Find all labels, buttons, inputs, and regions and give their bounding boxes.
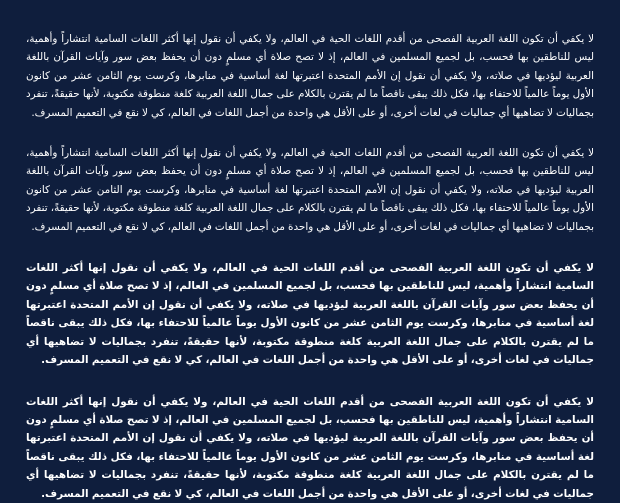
paragraph-4: لا يكفي أن تكون اللغة العربية الفصحى من أقدم اللغات الحية في العالم، ولا يكفي أن نقول إنها أكثر اللغات السامية انتشاراً وأهمية، ليس للناطقين بها فحسب، بل لجميع المسلمين في العالم، إذ لا تصح صلاة أي مسلمٍ دون أن يحفظ بعض سور وآيات القرآن باللغة العربية ليؤديها في صلاته، ولا يكفي أن نقول إن الأمم المتحدة اعتبرتها لغة أساسية في منابرها، وكرست يوم الثامن عشر من كانون الأول يوماً عالمياً للاحتفاء بها، فكل ذلك يبقى ناقصاً ما لم يقترن بالكلام على جمال اللغة العربية كلغة منطوقة مكتوبة، لأنها حقيقةً، تنفرد بجماليات لا تضاهيها أي جماليات في لغات أخرى، أو على الأقل هي واحدة من أجمل اللغات في العالم، كي لا نقع في التعميم المسرف.	[26, 395, 594, 500]
paragraph-2: لا يكفي أن تكون اللغة العربية الفصحى من أقدم اللغات الحية في العالم، ولا يكفي أن نقول إنها أكثر اللغات السامية انتشاراً وأهمية، ليس للناطقين بها فحسب، بل لجميع المسلمين في العالم، إذ لا تصح صلاة أي مسلمٍ دون أن يحفظ بعض سور وآيات القرآن باللغة العربية ليؤديها في صلاته، ولا يكفي أن نقول إن الأمم المتحدة اعتبرتها لغة أساسية في منابرها، وكرست يوم الثامن عشر من كانون الأول يوماً عالمياً للاحتفاء بها، فكل ذلك يبقى ناقصاً ما لم يقترن بالكلام على جمال اللغة العربية كلغة منطوقة مكتوبة، لأنها حقيقةً، تنفرد بجماليات لا تضاهيها أي جماليات في لغات أخرى، أو على الأقل هي واحدة من أجمل اللغات في العالم، كي لا نقع في التعميم المسرف.	[26, 147, 594, 233]
paragraph-3: لا يكفي أن تكون اللغة العربية الفصحى من أقدم اللغات الحية في العالم، ولا يكفي أن نقول إنها أكثر اللغات السامية انتشاراً وأهمية، ليس للناطقين بها فحسب، بل لجميع المسلمين في العالم، إذ لا تصح صلاة أي مسلمٍ دون أن يحفظ بعض سور وآيات القرآن باللغة العربية ليؤديها في صلاته، ولا يكفي أن نقول إن الأمم المتحدة اعتبرتها لغة أساسية في منابرها، وكرست يوم الثامن عشر من كانون الأول يوماً عالمياً للاحتفاء بها، فكل ذلك يبقى ناقصاً ما لم يقترن بالكلام على جمال اللغة العربية كلغة منطوقة مكتوبة، لأنها حقيقةً، تنفرد بجماليات لا تضاهيها أي جماليات في لغات أخرى، أو على الأقل هي واحدة من أجمل اللغات في العالم، كي لا نقع في التعميم المسرف.	[26, 262, 594, 367]
paragraph-1: لا يكفي أن تكون اللغة العربية الفصحى من أقدم اللغات الحية في العالم، ولا يكفي أن نقول إنها أكثر اللغات السامية انتشاراً وأهمية، ليس للناطقين بها فحسب، بل لجميع المسلمين في العالم، إذ لا تصح صلاة أي مسلمٍ دون أن يحفظ بعض سور وآيات القرآن باللغة العربية ليؤديها في صلاته، ولا يكفي أن نقول إن الأمم المتحدة اعتبرتها لغة أساسية في منابرها، وكرست يوم الثامن عشر من كانون الأول يوماً عالمياً للاحتفاء بها، فكل ذلك يبقى ناقصاً ما لم يقترن بالكلام على جمال اللغة العربية كلغة منطوقة مكتوبة، لأنها حقيقةً، تنفرد بجماليات لا تضاهيها أي جماليات في لغات أخرى، أو على الأقل هي واحدة من أجمل اللغات في العالم، كي لا نقع في التعميم المسرف.	[26, 33, 594, 119]
